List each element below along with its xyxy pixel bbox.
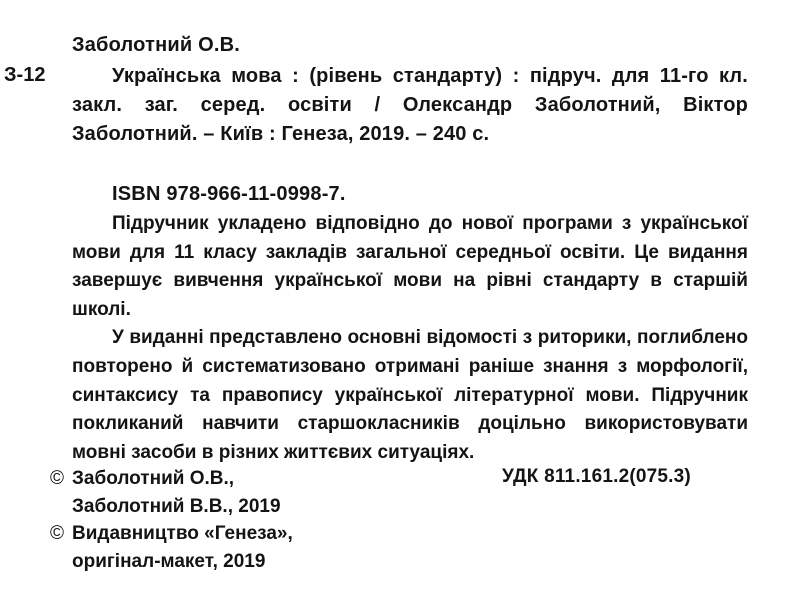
- copyright-holder: Видавництво «Генеза»,: [72, 523, 293, 544]
- annotation-paragraph-1: Підручник укладено відповідно до нової програми з української мови для 11 класу закладів загальної середньої освіти. Це видання завершує вивчення української мови на рівні стандарту в старшій школі.: [72, 213, 748, 320]
- author-heading: Заболотний О.В.: [72, 34, 241, 56]
- annotation-paragraph-2: У виданні представлено основні відомості з риторики, поглиблено повторено й систематизовано отримані раніше знання з морфології, синтаксису та правопису української літературної мови. Підручник покликаний навчити старшокласників доцільно використовувати мовні засоби в різних життєвих ситуаціях.: [72, 327, 748, 463]
- copyright-publisher: [50, 520, 293, 576]
- copyright-line: Заболотний В.В., 2019: [72, 496, 281, 517]
- copyright-icon: ©: [50, 468, 64, 489]
- classification-code: З-12: [4, 64, 46, 86]
- copyright-line: [50, 520, 293, 548]
- bibliographic-description: Українська мова : (рівень стандарту) : підруч. для 11-го кл. закл. заг. серед. освіти / Олександр Заболотний, Віктор Заболотний. – Київ : Генеза, 2019. – 240 с.: [72, 65, 748, 145]
- copyright-line: оригінал-макет, 2019: [72, 551, 266, 572]
- annotation: [72, 210, 748, 467]
- copyright-icon: ©: [50, 523, 64, 544]
- copyright-authors: [50, 465, 281, 521]
- copyright-line: [50, 465, 281, 493]
- copyright-holder: Заболотний О.В.,: [72, 468, 235, 489]
- isbn-number: ISBN 978-966-11-0998-7.: [112, 183, 346, 205]
- udk-code: УДК 811.161.2(075.3): [502, 466, 691, 487]
